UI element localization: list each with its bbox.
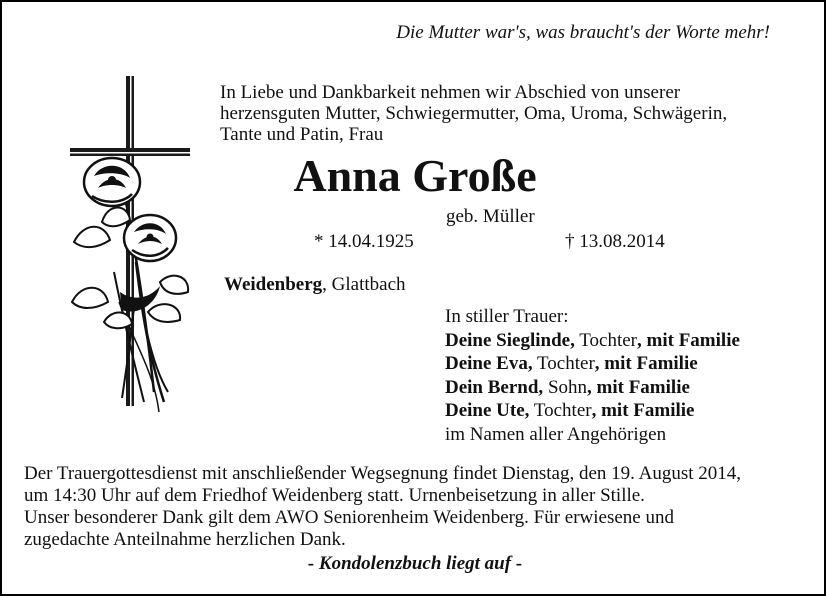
service-line: Der Trauergottesdienst mit anschließender Wegsegnung findet Dienstag, den 19. August 2014, <box>24 463 742 484</box>
thanks-line: zugedachte Anteilnahme herzlichen Dank. <box>24 529 346 550</box>
mourner-relation: Sohn <box>543 376 588 398</box>
mourner-suffix: , mit Familie <box>637 329 740 351</box>
mourners-list <box>445 305 740 446</box>
mourner-suffix: , mit Familie <box>591 400 695 421</box>
mourner-name: Deine Ute, <box>445 400 530 421</box>
mourner-relation: Tochter <box>574 329 638 351</box>
residence-rest: , Glattbach <box>322 274 406 295</box>
residence <box>224 274 406 296</box>
mourners-closing: im Namen aller Angehörigen <box>445 423 667 445</box>
mourner-name: Dein Bernd, <box>445 376 544 398</box>
intro-text <box>220 82 800 145</box>
mourner-relation: Tochter <box>529 400 592 421</box>
residence-town: Weidenberg <box>224 274 323 295</box>
mourner-name: Deine Sieglinde, <box>445 329 575 351</box>
mourners-heading: In stiller Trauer: <box>445 306 569 327</box>
condolence-book-note: - Kondolenzbuch liegt auf - <box>307 553 523 574</box>
mourner-relation: Tochter <box>532 353 595 374</box>
mourner-name: Deine Eva, <box>445 353 533 374</box>
mourner-row <box>445 399 740 423</box>
service-info <box>24 463 814 551</box>
deceased-name: Anna Große <box>293 150 537 201</box>
birth-date: * 14.04.1925 <box>314 231 414 252</box>
service-line: um 14:30 Uhr auf dem Friedhof Weidenberg statt. Urnenbeisetzung in aller Stille. <box>24 485 645 506</box>
intro-line: In Liebe und Dankbarkeit nehmen wir Abschied von unserer <box>220 82 681 103</box>
intro-line: Tante und Patin, Frau <box>220 124 384 145</box>
mourner-suffix: , mit Familie <box>594 353 698 374</box>
maiden-name: geb. Müller <box>446 206 535 227</box>
motto: Die Mutter war's, was braucht's der Worte mehr! <box>396 22 770 43</box>
mourner-row <box>445 329 740 353</box>
mourner-row <box>445 376 740 400</box>
mourner-row <box>445 352 740 376</box>
intro-line: herzensguten Mutter, Schwiegermutter, Oma, Uroma, Schwägerin, <box>220 103 728 124</box>
mourner-suffix: , mit Familie <box>587 376 690 398</box>
thanks-line: Unser besonderer Dank gilt dem AWO Seniorenheim Weidenberg. Für erwiesene und <box>24 507 674 528</box>
death-date: † 13.08.2014 <box>565 231 665 252</box>
cross-with-roses-icon <box>64 72 224 417</box>
deceased-name-block <box>2 148 826 204</box>
